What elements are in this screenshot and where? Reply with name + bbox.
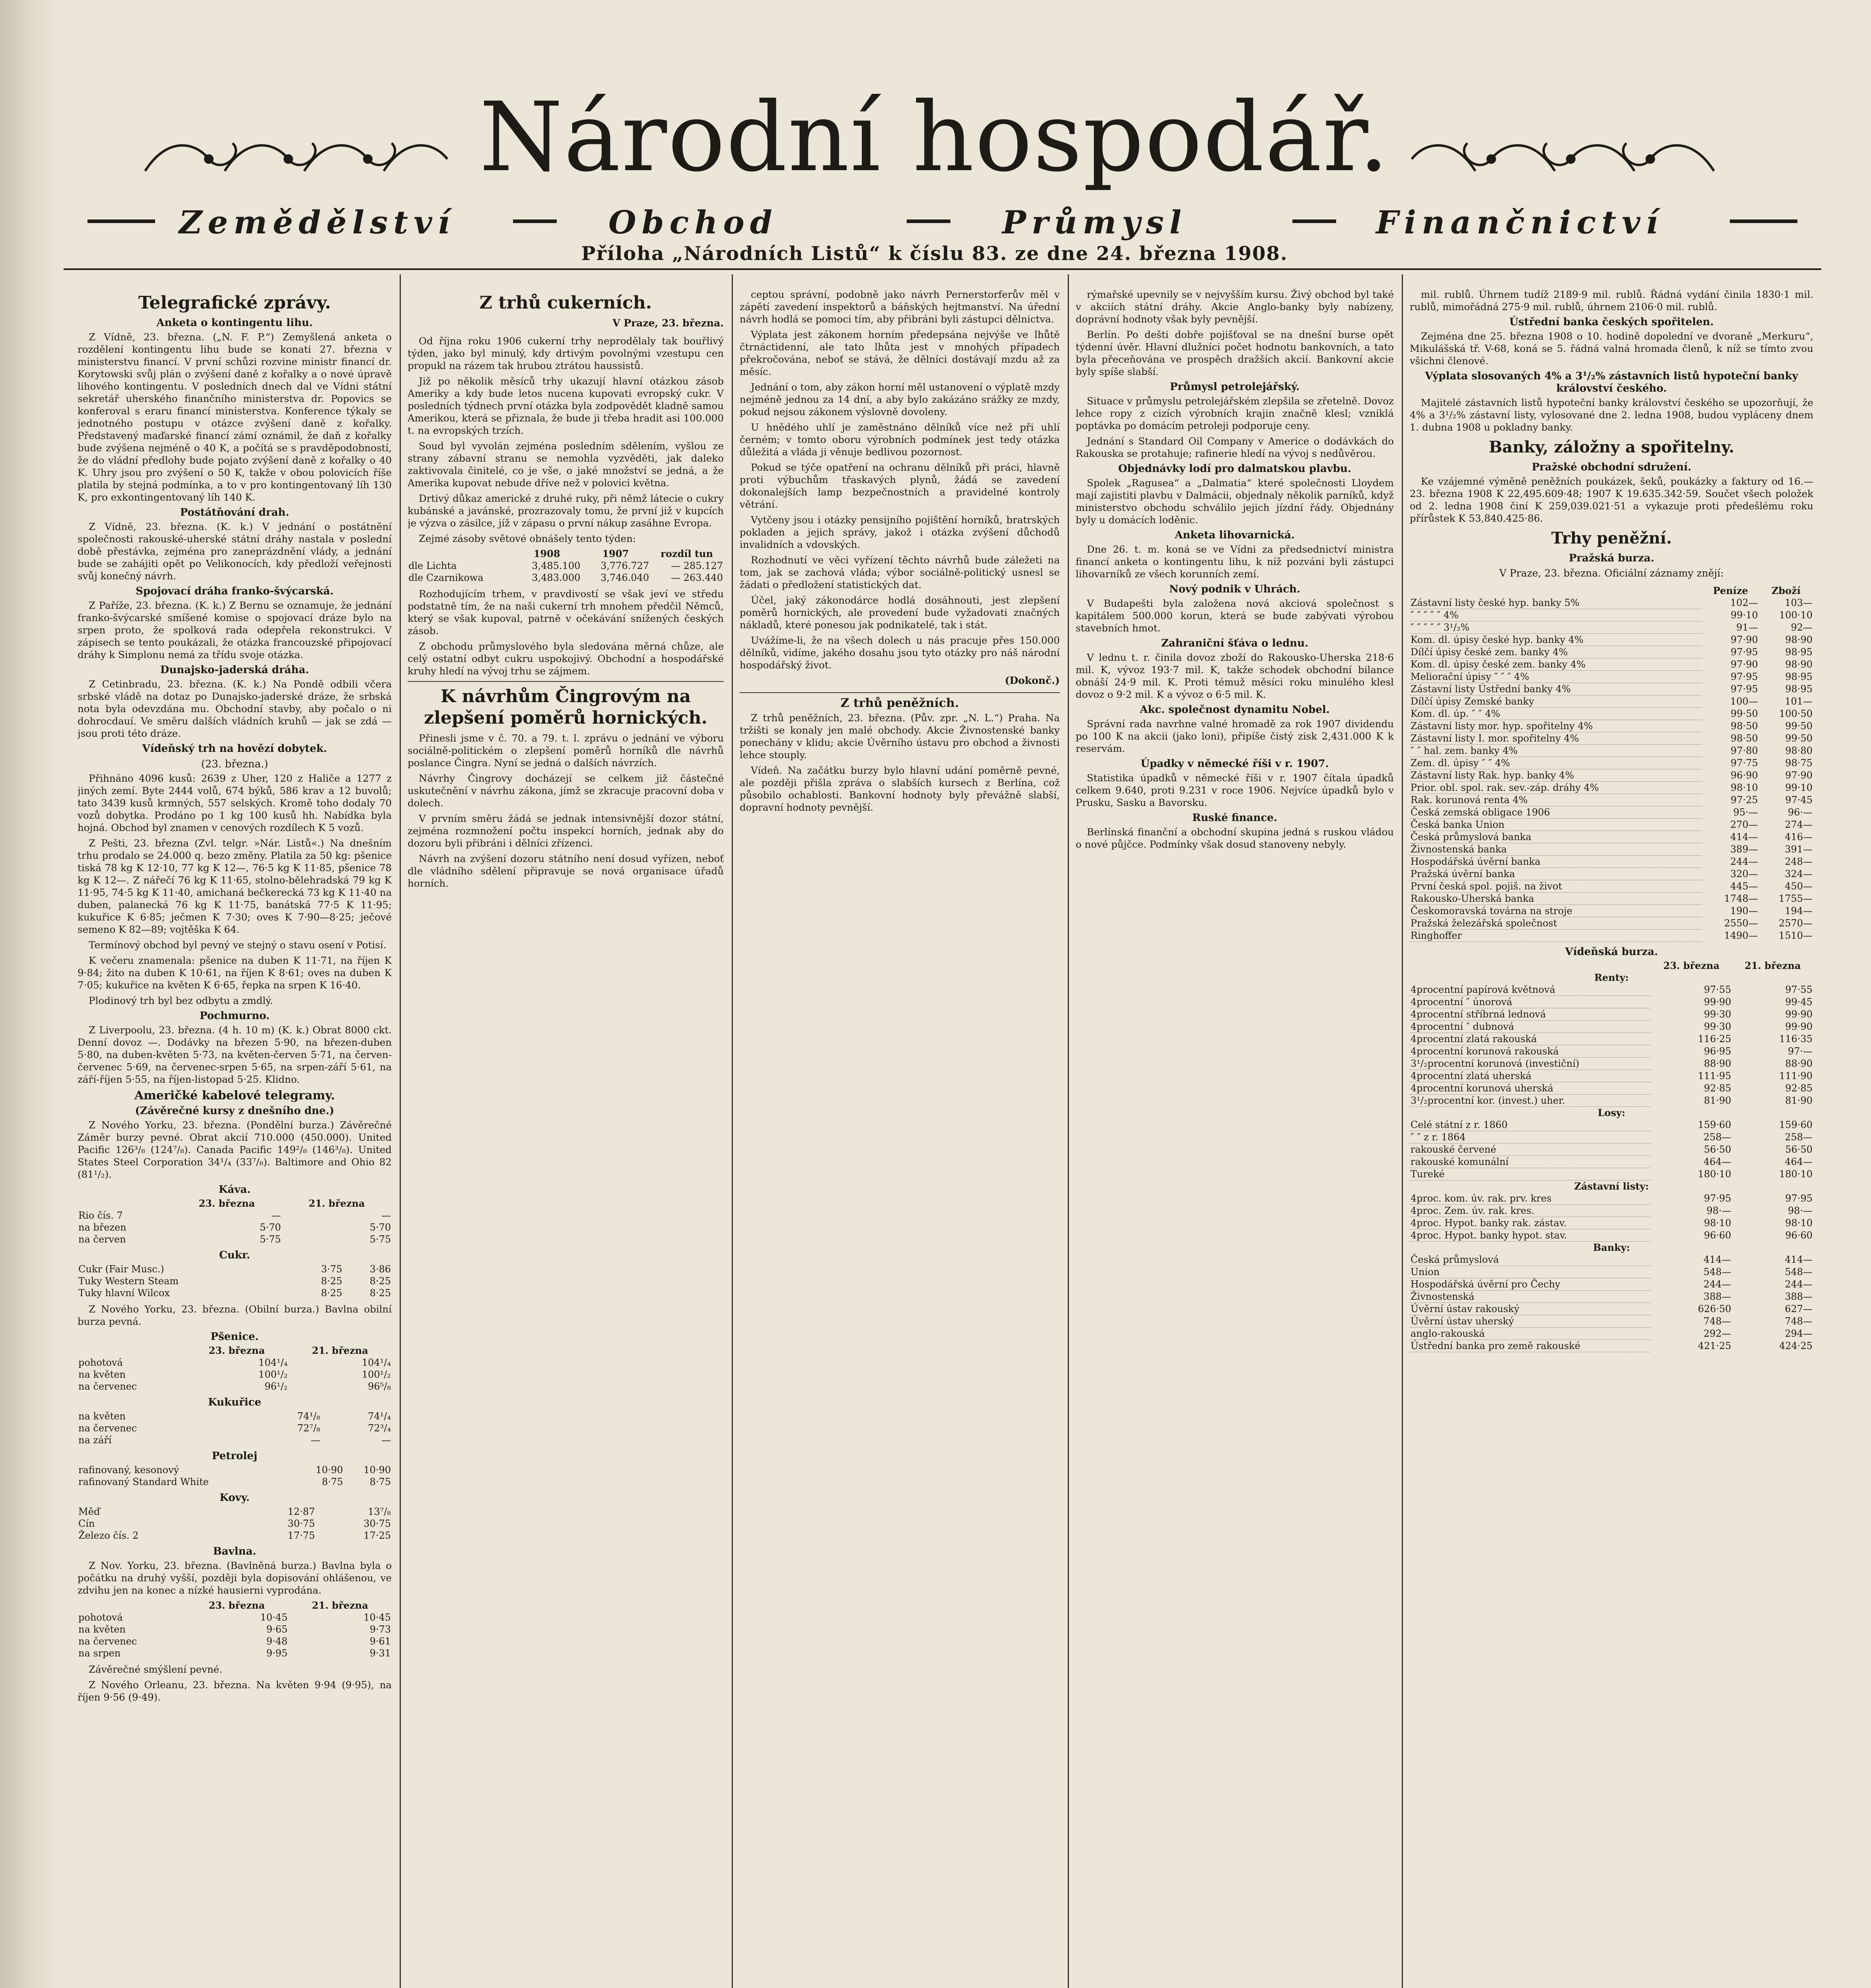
- metals-table: [78, 1506, 392, 1541]
- table-row: Pražská úvěrní banka 320— 324—: [1411, 868, 1813, 879]
- table-row: 4procentní korunová rakouská 96·95 97·—: [1411, 1045, 1813, 1057]
- paragraph: Návrhy Čingrovy docházejí se celkem již částečné uskutečnění v návrhu zákona, jímž se zkracuje pracovní doba v dolech.: [408, 773, 724, 809]
- article-subtitle: Akc. společnost dynamitu Nobel.: [1140, 704, 1330, 716]
- table-row: Zem. dl. úpisy ″ ″ 4% 97·75 98·75: [1411, 757, 1813, 769]
- table-row: Měď 12·87 13⁷/₈: [78, 1506, 391, 1517]
- table-row: Zástavní listy Rak. hyp. banky 4% 96·90 97·90: [1411, 769, 1813, 781]
- paragraph: Statistika úpadků v německé říši v r. 1907 čítala úpadků celkem 9.640, proti 9.231 v roce 1906. Nejvíce úpadků bylo v Prusku, Sasku a Bavorsku.: [1076, 772, 1394, 808]
- paragraph: K večeru znamenala: pšenice na duben K 11·71, na říjen K 9·84; žito na duben K 10·61, na říjen K 8·61; oves na duben K 7·05; kukuřice na květen K 6·65, řepka na srpen K 16·40.: [78, 955, 392, 991]
- paragraph: Účel, jaký zákonodárce hodlá dosáhnouti, jest zlepšení poměrů hornických, ale provedení bude vyžadovati značných nákladů, které ponesou jak podnikatelé, tak i stát.: [740, 594, 1060, 631]
- table-row: na září — —: [78, 1435, 391, 1446]
- table-subheading: Losy:: [1597, 1107, 1626, 1118]
- table-row: Živnostenská 388— 388—: [1411, 1291, 1813, 1302]
- table-row: 4proc. Hypot. banky hypot. stav. 96·60 96·60: [1411, 1229, 1813, 1241]
- table-row: ″ ″ ″ ″ ″ 4% 99·10 100·10: [1411, 609, 1813, 621]
- table-row: anglo-rakouská 292— 294—: [1411, 1328, 1813, 1339]
- paragraph: Od října roku 1906 cukerní trhy neprodělaly tak bouřlivý týden, jako byl minulý, kdy drtivým povolnými vzestupu cen propukl na rázem tak hrubou ztrátou haussistů.: [408, 335, 724, 371]
- table-row: Zástavní listy české hyp. banky 5% 102— 103—: [1411, 597, 1813, 608]
- table-row: rakouské komunální 464— 464—: [1411, 1156, 1813, 1167]
- paragraph: Z trhů peněžních, 23. března. (Pův. zpr. „N. L.“) Praha. Na tržišti se konaly jen malé obchody. Akcie Živnostenské banky ponechány v klidu; akcie Úvěrního ústavu pro obchod a živnosti lehce stouply.: [740, 712, 1060, 761]
- article-subtitle: Úpadky v německé říši v r. 1907.: [1140, 758, 1329, 770]
- table-row: 4proc. Hypot. banky rak. zástav. 98·10 98·10: [1411, 1217, 1813, 1229]
- table-subheading: Banky:: [1593, 1242, 1630, 1253]
- table-subheading: Zástavní listy:: [1574, 1180, 1649, 1192]
- masthead-rule: [64, 268, 1821, 270]
- paragraph: Z Paříže, 23. března. (K. k.) Z Bernu se oznamuje, že jednání franko-švýcarské smíšené komise o spojovací dráze bylo na srpen proto, že spolková rada odepřela rekonstrukci. V zápisech se tento poukázali, že otázka francouzské připojovací dráhy k Simplonu nemá za třídu svoje otázka.: [78, 600, 392, 660]
- paragraph: Pochmurno.: [200, 1010, 270, 1022]
- table-title: Vídeňská burza.: [1565, 946, 1658, 958]
- article-subtitle: Průmysl petrolejářský.: [1170, 381, 1300, 393]
- article-title: Z trhů cukerních.: [479, 293, 652, 313]
- table-row: Celé státní z r. 1860 159·60 159·60: [1411, 1119, 1813, 1130]
- paragraph: Již po několik měsíců trhy ukazují hlavní otázkou zásob Ameriky a kdy bude letos nucena kupovati evropský cukr. V posledních týdnech první otázka byla zodpovědět kladně samou Amerikou, která se přiznala, že bude ji třeba hradit asi 100.000 t. na evropských trzích.: [408, 375, 724, 436]
- paragraph: Z Cetinbradu, 23. března. (K. k.) Na Pondě odbili včera srbské vládě na dotaz po Dunajsko-jaderské dráze, že srbská nota byla odevzdána mu. Obchodní stavby, aby počalo o ni dohrocdauí. Ve směru dalších vládních kruhů — jak se zdá — jsou proti této dráze.: [78, 678, 392, 739]
- column-divider: [1402, 274, 1403, 1988]
- petroleum-table: [78, 1464, 392, 1488]
- article-title: Američké kabelové telegramy.: [134, 1089, 335, 1103]
- table-row: 4procentní zlatá rakouská 116·25 116·35: [1411, 1033, 1813, 1044]
- table-row: 4proc. kom. úv. rak. prv. kres 97·95 97·95: [1411, 1193, 1813, 1204]
- paragraph: ceptou správní, podobně jako návrh Pernerstorferův měl v zápětí zavedení inspektorů a báňských hejtmanství. Na úřední návrh hodlá se pomoci tím, aby přibráni byli zástupci dělnictva.: [740, 289, 1060, 325]
- column-4: [1076, 288, 1394, 1988]
- supplement-line: Příloha „Národních Listů“ k číslu 83. ze dne 24. března 1908.: [581, 243, 1288, 265]
- paragraph: Z Vídně, 23. března. (K. k.) V jednání o postátnění společnosti rakouské-uherské státní dráhy nastala v poslední době přestávka, zejména pro zaneprázdnění vlády, a jednání bude se zahájiti opět po Velikonocích, kdy předloží veřejnosti svůj konečný návrh.: [78, 521, 392, 582]
- table-row: ″ ″ ″ ″ ″ 3¹/₂% 91— 92—: [1411, 621, 1813, 633]
- table-row: Kom. dl. úpisy české zem. banky 4% 97·90 98·90: [1411, 658, 1813, 670]
- paragraph: Plodinový trh byl bez odbytu a zmdlý.: [89, 995, 273, 1006]
- table-row: Tureké 180·10 180·10: [1411, 1168, 1813, 1180]
- table-row: 4procentní stříbrná lednová 99·30 99·90: [1411, 1008, 1813, 1020]
- table-row: 3¹/₂procentní kor. (invest.) uher. 81·90 81·90: [1411, 1095, 1813, 1106]
- paragraph: Z Nového Yorku, 23. března. (Pondělní burza.) Závěrečné Záměr burzy pevné. Obrat akcií 710.000 (450.000). United Pacific 126³/₈ (124⁷/₈). Canada Pacific 149²/₈ (146³/₈). United States Steel Corporation 34¹/₄ (33⁷/₈). Baltimore and Ohio 82 (81¹/₂).: [78, 1119, 392, 1180]
- paragraph: Situace v průmyslu petrolejářském zlepšila se zřetelně. Dovoz lehce ropy z cizích výrobních krajin značně klesl; vzniklá poptávka po domácím petroleji podporuje ceny.: [1076, 395, 1394, 431]
- section-trade: Obchod: [608, 204, 778, 241]
- wheat-table: 23. března 21. března pohotová 104¹/₄ 104¹/₄ na květen 100¹/₂ 100¹/₂ na červenec 96¹/₂ 96⁵/₈: [78, 1345, 391, 1392]
- article-subtitle: Anketa lihovarnická.: [1175, 529, 1295, 541]
- date-line: (23. března.): [201, 758, 268, 770]
- table-row: První česká spol. pojiš. na život 445— 450—: [1411, 880, 1813, 892]
- table-row: Železo čís. 2 17·75 17·25: [78, 1530, 391, 1541]
- article-subtitle: Zahraniční šťáva o lednu.: [1161, 637, 1309, 649]
- table-row: na květen 9·65 9·73: [78, 1624, 391, 1635]
- paragraph: Soud byl vyvolán zejména posledním sdělením, vyšlou ze strany zábavní stranu se nemohla vyzvěděti, jak daleko zaktivovala činitelé, co je vše, o jaké množství se jedná, a že Amerika kupovat nebude dříve než v polovici května.: [408, 440, 724, 489]
- coffee-table: 23. března 21. března Rio čís. 7 — — na březen 5·70 5·70 na červen 5·75 5·75: [78, 1198, 391, 1245]
- table-row: Zástavní listy Ústřední banky 4% 97·95 98·95: [1411, 683, 1813, 695]
- table-row: Dílčí úpisy české zem. banky 4% 97·95 98·95: [1411, 646, 1813, 658]
- table-row: na červenec 96¹/₂ 96⁵/₈: [78, 1381, 391, 1392]
- cotton-table: 23. března 21. března pohotová 10·45 10·45 na květen 9·65 9·73 na červenec 9·48 9·61 na srpen 9·95 9·31: [78, 1600, 391, 1659]
- paragraph: V prvním směru žádá se jednak intensivnější dozor státní, zejména rozmnožení počtu inspekcí horních, jednak aby do dozoru byli přibráni i dělníci zřízenci.: [408, 813, 724, 849]
- paragraph: rýmařské upevnily se v nejvyšším kursu. Živý obchod byl také v akciích státní dráhy. Akcie Anglo-banky byly nabízeny, doprávní hodnoty však byly pevnější.: [1076, 289, 1394, 325]
- table-row: Hospodářská úvěrní pro Čechy 244— 244—: [1411, 1278, 1813, 1290]
- right-ornament: [1400, 131, 1718, 179]
- table-row: Česká průmyslová 414— 414—: [1411, 1254, 1813, 1265]
- column-5: [1410, 288, 1813, 1988]
- paragraph: Z Liverpoolu, 23. března. (4 h. 10 m) (K. k.) Obrat 8000 ckt. Denní dovoz —. Dodávky na březen 5·90, na březen-duben 5·80, na duben-květen 5·73, na květen-červen 5·71, na červen-červenec 5·69, na červenec-srpen 5·65, na srpen-září 5·61, na září-říjen 5·55, na říjen-listopad 5·25. Klidno.: [78, 1024, 392, 1085]
- table-row: 4procentní ″ dubnová 99·30 99·90: [1411, 1021, 1813, 1032]
- column-divider: [1068, 274, 1069, 1988]
- paragraph: Drtivý důkaz americké z druhé ruky, při němž látecie o cukry kubánské a javánské, prozrazovaly tomu, že první již v kupcích je výzva o zásilce, jíž v zápasu o první nákup zasáhne Evropa.: [408, 493, 724, 529]
- article-subtitle: Postátňování drah.: [180, 507, 289, 518]
- table-row: Českomoravská továrna na stroje 190— 194—: [1411, 905, 1813, 916]
- article-subtitle: Anketa o kontingentu lihu.: [156, 317, 313, 329]
- table-row: na červenec 72⁷/₈ 72³/₄: [78, 1423, 391, 1434]
- table-title: Káva.: [218, 1184, 251, 1196]
- table-row: Ringhoffer 1490— 1510—: [1411, 930, 1813, 941]
- table-row: 4proc. Zem. úv. rak. kres. 98·— 98·—: [1411, 1205, 1813, 1216]
- paragraph: Z Pešti, 23. března (Zvl. telgr. »Nár. Listů«.) Na dnešním trhu prodalo se 24.000 q. bezo změny. Platila za 50 kg: pšenice tiská 78 kg K 12·10, 77 kg K 12—, 76·5 kg K 11·85, pšenice 78 kg K 12—. Z nářečí 76 kg K 11·65, stolno-bělehradská 79 kg K 11·95, 74·5 kg K 11·40, amichaná bečkerecká 73 kg K 11·40 na duben, palanecká 76 kg K 11·75, banátská 77·5 K 11·95; kukuřice K 6·85; ječmen K 7·30; oves K 7·90—8·25; ječové semeno K 82—89; vojtěška K 64.: [78, 837, 392, 935]
- paragraph: Berlín. Po dešti dobře pojišťoval se na dnešní burse opět týdenní úvěr. Hlavní dlužníci počet hodnotu bankovních, a tato byla přeceňována ve prospěch dražších akcií. Bankovní akcie byly spíše slabší.: [1076, 329, 1394, 377]
- section-title: Banky, záložny a spořitelny.: [1488, 438, 1735, 456]
- table-row: Meliorační úpisy ″ ″ ″ 4% 97·95 98·95: [1411, 671, 1813, 682]
- article-subtitle: Objednávky lodí pro dalmatskou plavbu.: [1118, 463, 1351, 475]
- table-row: Cukr (Fair Musc.) 3·75 3·86: [78, 1264, 391, 1275]
- table-row: Union 548— 548—: [1411, 1266, 1813, 1277]
- paragraph: Berlínská finanční a obchodní skupina jedná s ruskou vládou o nové půjčce. Podmínky však dosud stanoveny nebyly.: [1076, 826, 1394, 850]
- table-row: Zástavní listy mor. hyp. spořitelny 4% 98·50 99·50: [1411, 720, 1813, 732]
- paragraph: Přinesli jsme v č. 70. a 79. t. l. zprávu o jednání ve výboru sociálně-politickém o zlepšení poměrů horníků dle návrhů poslance Čingra. Nyní se jedná o dalších návrzích.: [408, 732, 724, 769]
- paragraph: Z Nov. Yorku, 23. března. (Bavlněná burza.) Bavlna byla o počátku na druhý vyšší, později byla dopisování ohlášenou, ve zdvihu jen na konec a nízké hausierni vyprodána.: [78, 1560, 392, 1596]
- article-subtitle: Výplata slosovaných 4% a 3¹/₂% zástavních listů hypoteční banky království českého.: [1425, 370, 1798, 394]
- table-row: Živnostenská banka 389— 391—: [1411, 843, 1813, 855]
- date-line: (Závěrečné kursy z dnešního dne.): [135, 1105, 334, 1117]
- article-subtitle: Vídeňský trh na hovězí dobytek.: [142, 743, 327, 755]
- section-title: Trhy peněžní.: [1551, 529, 1672, 547]
- corn-table: [78, 1410, 392, 1446]
- table-row: 4procentní korunová uherská 92·85 92·85: [1411, 1082, 1813, 1094]
- table-row: Prior. obl. spol. rak. sev.-záp. dráhy 4% 98·10 99·10: [1411, 782, 1813, 793]
- table-row: 4procentní ″ únorová 99·90 99·45: [1411, 996, 1813, 1008]
- paragraph: Uvážíme-li, že na všech dolech u nás pracuje přes 150.000 dělníků, vidíme, jakého dosahu jsou tyto otázky pro náš národní hospodářský život.: [740, 635, 1060, 671]
- newspaper-title: Národní hospodář.: [479, 82, 1390, 193]
- sugar-table: [78, 1263, 392, 1299]
- table-row: Úvěrní ústav uherský 748— 748—: [1411, 1315, 1813, 1327]
- table-row: ″ ″ z r. 1864 258— 258—: [1411, 1131, 1813, 1143]
- paragraph: Ke vzájemné výměně peněžních poukázek, šeků, poukázky a faktury od 16.—23. března 1908 K 22,495.609·48; 1907 K 19.635.342·59. Součet všech položek od 2. ledna 1908 činí K 259,039.021·51 a vykazuje proti předešlému roku přírůstek K 53,840.425·86.: [1410, 476, 1813, 524]
- table-row: Ústřední banka pro země rakouské 421·25 424·25: [1411, 1340, 1813, 1351]
- paragraph: Z Nového Orleanu, 23. března. Na květen 9·94 (9·95), na říjen 9·56 (9·49).: [78, 1679, 392, 1703]
- article-subtitle: Ústřední banka českých spořitelen.: [1509, 316, 1714, 328]
- table-row: Cín 30·75 30·75: [78, 1518, 391, 1529]
- article-signature: (Dokonč.): [1004, 675, 1060, 686]
- paragraph: U hnědého uhlí je zaměstnáno dělníků více než při uhlí černém; v tomto oboru výrobních podmínek jest tedy otázka důležitá a vláda ji věnuje bedlivou pozornost.: [740, 421, 1060, 458]
- sugar-stocks-table: 1908 1907 rozdíl tun dle Lichta 3,485.100 3,776.727 — 285.127 dle Czarnikowa 3,483.000 3,746.040 — 263.440: [408, 548, 723, 583]
- article-subtitle: Ruské finance.: [1192, 812, 1277, 824]
- paragraph: Správní rada navrhne valné hromadě za rok 1907 dividendu po 100 K na akcii (jako loni), připíše čistý zisk 2,431.000 K k reservám.: [1076, 718, 1394, 754]
- table-row: Rio čís. 7 — —: [78, 1210, 391, 1221]
- paragraph: Rozhodnutí ve věci vyřízení těchto návrhů bude záležeti na tom, jak se zachová vláda; výbor sociálně-politický usnesl se žádati o předložení statistických dat.: [740, 554, 1060, 590]
- table-row: Zástavní listy I. mor. spořitelny 4% 98·50 99·50: [1411, 732, 1813, 744]
- paragraph: Rozhodujícím trhem, v pravdivostí se však jeví ve středu podstatně tím, že na naši cukerní trh mnohem předčil Němců, který se však kupoval, patrně v očekávání snížených českých zásob.: [408, 588, 724, 637]
- column-2: [408, 288, 724, 1988]
- article-title: Telegrafické zprávy.: [138, 293, 331, 313]
- paragraph: Zejména dne 25. března 1908 o 10. hodině dopolední ve dvoraně „Merkuru“, Mikulášská tř. V-68, koná se 5. řádná valná hromada členů, k níž se tímto zvou všichni členové.: [1410, 330, 1813, 367]
- paragraph: V lednu t. r. činila dovoz zboží do Rakousko-Uherska 218·6 mil. K, vývoz 193·7 mil. K, takže schodek obchodní bilance obnáší 24·9 mil. K. Proti témuž měsíci roku minulého klesl dovoz o 9·2 mil. K a vývoz o 6·5 mil. K.: [1076, 652, 1394, 700]
- table-row: na březen 5·70 5·70: [78, 1222, 391, 1233]
- paragraph: Vytčeny jsou i otázky pensijního pojištění horníků, bratrských pokladen a jejich správy, jakož i otázka zvýšení důchodů invalidních a vdovských.: [740, 514, 1060, 550]
- paragraph: Jednání s Standard Oil Company v Americe o dodávkách do Rakouska se protahuje; rafinerie hledí na vývoj s nedůvěrou.: [1076, 435, 1394, 459]
- paragraph: Přihnáno 4096 kusů: 2639 z Uher, 120 z Haliče a 1277 z jiných zemí. Byte 2444 volů, 674 býků, 586 krav a 12 buvolů; tato 3439 kusů krmných, 557 selských. Kromě toho dodaly 70 vozů dobytka. Prodáno po 1 kg 100 kusů hh. Nabídka byla hojná. Obchod byl znamen v cenových rozdílech K 5 vozů.: [78, 773, 392, 833]
- table-row: Rakousko-Uherská banka 1748— 1755—: [1411, 893, 1813, 904]
- article-subtitle: Dunajsko-jaderská dráha.: [160, 664, 309, 676]
- table-row: Dílčí úpisy Zemské banky 100— 101—: [1411, 695, 1813, 707]
- dateline: V Praze, 23. března.: [612, 317, 724, 329]
- table-row: na květen 100¹/₂ 100¹/₂: [78, 1369, 391, 1380]
- table-row: na srpen 9·95 9·31: [78, 1648, 391, 1659]
- table-row: ″ ″ hal. zem. banky 4% 97·80 98·80: [1411, 745, 1813, 756]
- table-row: na červenec 9·48 9·61: [78, 1636, 391, 1647]
- article-subtitle: Nový podnik v Uhrách.: [1169, 583, 1300, 595]
- section-agriculture: Zemědělství: [179, 204, 455, 241]
- table-row: Česká průmyslová banka 414— 416—: [1411, 831, 1813, 843]
- table-title: Cukr.: [219, 1249, 250, 1261]
- paragraph: Majitelé zástavních listů hypoteční banky království českého se upozorňují, že 4% a 3¹/₂% zástavní listy, vylosované dne 2. ledna 1908, budou vypláceny dnem 1. dubna 1908 u pokladny banky.: [1410, 397, 1813, 433]
- table-row: Kom. dl. úp. ″ ″ 4% 99·50 100·50: [1411, 708, 1813, 719]
- table-row: pohotová 10·45 10·45: [78, 1612, 391, 1623]
- table-title: Kukuřice: [208, 1396, 261, 1408]
- left-ornament: [141, 131, 459, 179]
- paragraph: Z Vídně, 23. března. („N. F. P.“) Zemyšlená anketa o rozdělení kontingentu lihu bude se konati 27. března v ministerstvu financí. V první schůzi rozvine ministr financí dr. Korytowski svůj plán o zvýšení daně z kořalky a o nové úpravě lihového kontingentu. V posledních dnech dal ve Vídni státní sekretář uherského finančního ministerstva dr. Popovics se konferoval s eraru financí ministerstva. Konference týkaly se jednotného postupu v otázce zvýšení daně z kořalky. Představený maďarské financí zámí oznámil, že daň z kořalky bude zvýšena nejméně o 40 K, a počítá se s pravděpodobností, že do vládní předlohy bude pojato zvýšení daně z kořalky o 40 K. Uhry jsou pro zvýšení o 50 K, takže v obou polovicích říše platila by stejná podmínka, a to v pro kontingentovaný líh 130 K, pro exkontingentovaný líh 140 K.: [78, 331, 392, 503]
- table-row: Kom. dl. úpisy české hyp. banky 4% 97·90 98·90: [1411, 634, 1813, 645]
- paragraph: Z Nového Yorku, 23. března. (Obilní burza.) Bavlna obilní burza pevná.: [78, 1303, 392, 1327]
- paragraph: Zejmé zásoby světové obnášely tento týden:: [419, 533, 636, 544]
- table-row: Tuky Western Steam 8·25 8·25: [78, 1276, 391, 1287]
- section-finance: Finančnictví: [1376, 204, 1664, 241]
- article-subtitle: Pražské obchodní sdružení.: [1531, 461, 1692, 473]
- table-row: Hospodářská úvěrní banka 244— 248—: [1411, 856, 1813, 867]
- table-row: Česká zemská obligace 1906 95·— 96·—: [1411, 806, 1813, 818]
- table-title: Kovy.: [220, 1492, 250, 1504]
- table-row: dle Czarnikowa 3,483.000 3,746.040 — 263.440: [408, 572, 723, 583]
- table-row: rafinovaný, kesonový 10·90 10·90: [78, 1464, 391, 1475]
- paragraph: Výplata jest zákonem horním předepsána nejvýše ve lhůtě čtrnáctidenní, ale tato lhůta jest v mnohých případech překročována, neboť se stává, že dělníci dostávají mzdu až za měsíc.: [740, 329, 1060, 377]
- section-banner: [87, 204, 1797, 247]
- paragraph: Návrh na zvýšení dozoru státního není dosud vyřízen, neboť dle vládního sdělení připravuje se nová organisace úřadů horních.: [408, 853, 724, 889]
- table-subheading: Renty:: [1594, 972, 1629, 983]
- paragraph: Pokud se týče opatření na ochranu dělníků při práci, hlavně proti výbuchům třaskavých plynů, žádá se zavedení dokonalejších lamp bezpečnostních a pravidelné kontroly větrání.: [740, 462, 1060, 510]
- section-industry: Průmysl: [1002, 204, 1187, 241]
- paragraph: Spolek „Ragusea“ a „Dalmatia“ které společnosti Lloydem mají zajistiti plavbu v Dalmácii, objednaly několik parníků, když ministerstvo obchodu schválilo jejich jízdní řády. Objednány byly u domácích loděnic.: [1076, 477, 1394, 526]
- paragraph: Závěrečné smýšlení pevné.: [89, 1664, 223, 1675]
- table-row: Pražská železářská společnost 2550— 2570—: [1411, 917, 1813, 929]
- dateline: V Praze, 23. března. Oficiální záznamy znějí:: [1499, 567, 1724, 579]
- table-row: Rak. korunová renta 4% 97·25 97·45: [1411, 794, 1813, 806]
- table-row: dle Lichta 3,485.100 3,776.727 — 285.127: [408, 560, 723, 571]
- paragraph: Termínový obchod byl pevný ve stejný o stavu osení v Potisí.: [89, 939, 387, 951]
- paragraph: Vídeň. Na začátku burzy bylo hlavní udání poměrně pevné, ale později přišla zpráva o slabších kursech z Berlína, což působilo ochablosti. Bankovní hodnoty byly převážně slabší, dopravní hodnoty pevnější.: [740, 765, 1060, 813]
- table-row: 4procentní papírová květnová 97·55 97·55: [1411, 984, 1813, 995]
- article-subtitle: Spojovací dráha franko-švýcarská.: [136, 585, 334, 597]
- column-divider: [732, 274, 733, 1988]
- table-row: na květen 74¹/₈ 74¹/₄: [78, 1411, 391, 1422]
- table-row: Úvěrní ústav rakouský 626·50 627—: [1411, 1303, 1813, 1314]
- article-subtitle: Pražská burza.: [1569, 552, 1654, 564]
- page-fold-shadow: [0, 0, 60, 1988]
- table-row: na červen 5·75 5·75: [78, 1234, 391, 1245]
- column-1: [78, 288, 392, 1988]
- column-3: [740, 288, 1060, 1988]
- column-divider: [400, 274, 401, 1988]
- vienna-exchange-table: 23. března 21. března Renty: 4procentní papírová květnová 97·55 97·55 4procentní ″ únorová 99·90 99·45 4procentní stříbrná lednová 99·30 99·90 4procentní ″ dubnová 99·30 99·90 4procentní zlatá rakouská 116·25 116·35 4procentní korunová rakouská 96·95 97·— 3¹/₂procentní korunová (investiční) 88·90 88·90 4procentní zlatá uherská 111·95 111·90 4procentní korunová uherská 92·85 92·85 3¹/₂procentní kor. (invest.) uher. 81·90 81·90 Losy: Celé státní z r. 1860 159·60 159·60 ″ ″ z r. 1864 258— 258— rakouské červené 56·50 56·50 rakouské komunální 464— 464— Tureké 180·10 180·10 Zástavní listy: 4proc. kom. úv. rak. prv. kres 97·95 97·95 4proc. Zem. úv. rak. kres. 98·— 98·— 4proc. Hypot. banky rak. zástav. 98·10 98·10 4proc. Hypot. banky hypot. stav. 96·60 96·60 Banky: Česká průmyslová 414— 414— Union 548— 548— Hospodářská úvěrní pro Čechy 244— 244— Živnostenská 388— 388— Úvěrní ústav rakouský 626·50 627— Úvěrní ústav uherský 748— 748— anglo-rakouská 292— 294— Ústřední banka pro země rakouské 421·25 424·25: [1411, 960, 1813, 1351]
- article-title: Z trhů peněžních.: [840, 696, 959, 710]
- divider: [408, 681, 724, 682]
- article-title: K návrhům Čingrovým na zlepšení poměrů hornických.: [424, 686, 707, 728]
- paragraph: Z obchodu průmyslového byla sledována měrná chůze, ale celý ostatní odbyt cukru uspokojivý. Obchodní a hospodářské kruhy hledí na vývoj trhu se zájmem.: [408, 641, 724, 677]
- table-row: pohotová 104¹/₄ 104¹/₄: [78, 1357, 391, 1368]
- paragraph: mil. rublů. Úhrnem tudíž 2189·9 mil. rublů. Řádná vydání činila 1830·1 mil. rublů, mimořádná 275·9 mil. rublů, úhrnem 2106·0 mil. rublů.: [1410, 289, 1813, 313]
- prague-exchange-table: Peníze Zboží Zástavní listy české hyp. banky 5% 102— 103— ″ ″ ″ ″ ″ 4% 99·10 100·10 ″ ″ ″ ″ ″ 3¹/₂% 91— 92— Kom. dl. úpisy české hyp. banky 4% 97·90 98·90 Dílčí úpisy české zem. banky 4% 97·95 98·95 Kom. dl. úpisy české zem. banky 4% 97·90 98·90 Meliorační úpisy ″ ″ ″ 4% 97·95 98·95 Zástavní listy Ústřední banky 4% 97·95 98·95 Dílčí úpisy Zemské banky 100— 101— Kom. dl. úp. ″ ″ 4% 99·50 100·50 Zástavní listy mor. hyp. spořitelny 4% 98·50 99·50 Zástavní listy I. mor. spořitelny 4% 98·50 99·50 ″ ″ hal. zem. banky 4% 97·80 98·80 Zem. dl. úpisy ″ ″ 4% 97·75 98·75 Zástavní listy Rak. hyp. banky 4% 96·90 97·90 Prior. obl. spol. rak. sev.-záp. dráhy 4% 98·10 99·10 Rak. korunová renta 4% 97·25 97·45 Česká zemská obligace 1906 95·— 96·— Česká banka Union 270— 274— Česká průmyslová banka 414— 416— Živnostenská banka 389— 391— Hospodářská úvěrní banka 244— 248— Pražská úvěrní banka 320— 324— První česká spol. pojiš. na život 445— 450— Rakousko-Uherská banka 1748— 1755— Českomoravská továrna na stroje 190— 194— Pražská železářská společnost 2550— 2570— Ringhoffer 1490— 1510—: [1411, 585, 1813, 941]
- paragraph: Jednání o tom, aby zákon horní měl ustanovení o výplatě mzdy nejméně jednou za 14 dní, a aby bylo zakázáno srážky ze mzdy, pokud nejsou zákonem výslovně dovoleny.: [740, 381, 1060, 417]
- table-title: Pšenice.: [210, 1331, 259, 1343]
- paragraph: Dne 26. t. m. koná se ve Vídni za předsednictví ministra financí anketa o kontingentu lihu, k níž pozváni byli zástupci lihovarníků ze všech korunních zemí.: [1076, 544, 1394, 580]
- table-row: Tuky hlavní Wilcox 8·25 8·25: [78, 1287, 391, 1299]
- table-row: rafinovaný Standard White 8·75 8·75: [78, 1476, 391, 1487]
- table-row: Česká banka Union 270— 274—: [1411, 819, 1813, 830]
- table-row: 3¹/₂procentní korunová (investiční) 88·90 88·90: [1411, 1058, 1813, 1069]
- divider: [740, 692, 1060, 693]
- table-row: 4procentní zlatá uherská 111·95 111·90: [1411, 1070, 1813, 1081]
- table-title: Bavlna.: [213, 1545, 256, 1557]
- table-row: rakouské červené 56·50 56·50: [1411, 1143, 1813, 1155]
- paragraph: V Budapešti byla založena nová akciová společnost s kapitálem 500.000 korun, která se bude zabývati výrobou stavebních hmot.: [1076, 598, 1394, 634]
- table-title: Petrolej: [212, 1450, 258, 1462]
